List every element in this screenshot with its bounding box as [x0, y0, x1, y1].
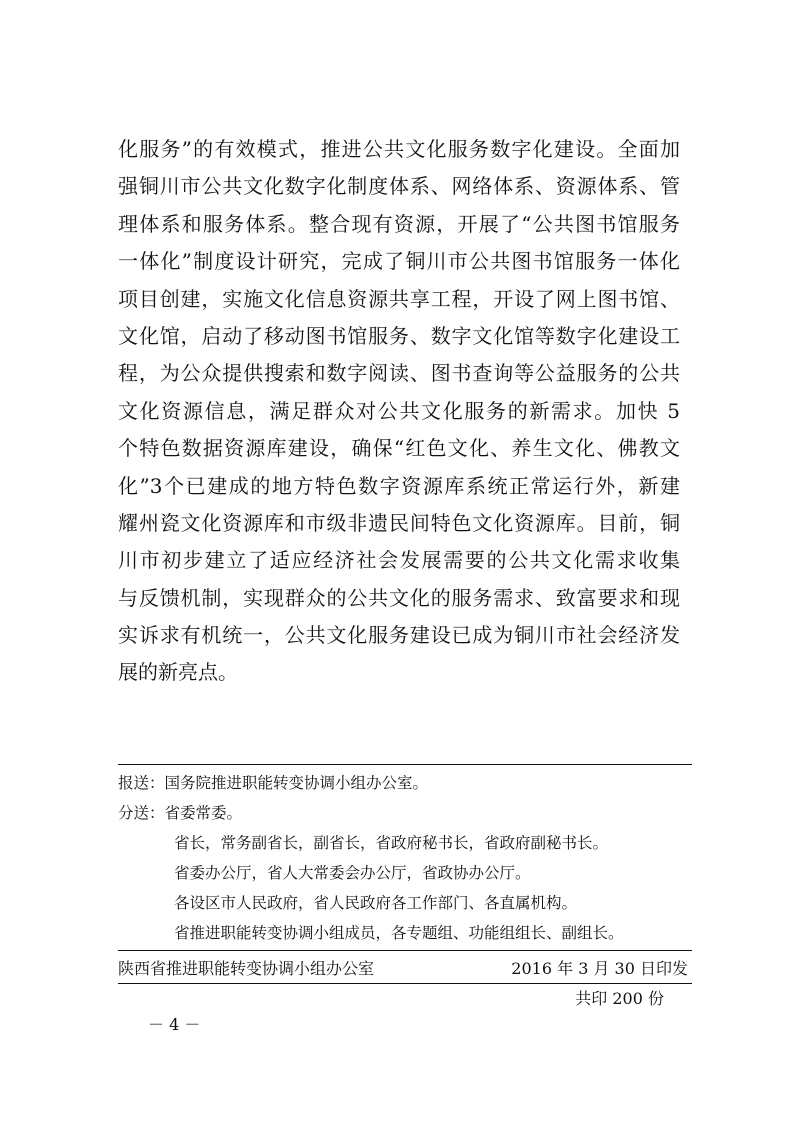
body-line: 个特色数据资源库建设，确保“红色文化、养生文化、佛教文: [118, 436, 680, 461]
copy-to: 分送：省委常委。: [118, 804, 243, 822]
issue-info: [118, 956, 688, 979]
body-line: 程，为公众提供搜索和数字阅读、图书查询等公益服务的公共: [118, 361, 680, 386]
divider-top: [118, 764, 692, 765]
body-line: 强铜川市公共文化数字化制度体系、网络体系、资源体系、管: [118, 174, 680, 199]
body-line: 与反馈机制，实现群众的公共文化的服务需求、致富要求和现: [118, 585, 680, 610]
issuer: 陕西省推进职能转变协调小组办公室: [118, 959, 375, 978]
body-paragraph: [118, 131, 680, 692]
body-line: 文化资源信息，满足群众对公共文化服务的新需求。加快 5: [118, 398, 680, 423]
divider-bottom: [118, 983, 692, 984]
body-line: 项目创建，实施文化信息资源共享工程，开设了网上图书馆、: [118, 286, 680, 311]
report-to: 报送：国务院推进职能转变协调小组办公室。: [118, 774, 429, 792]
body-line: 文化馆，启动了移动图书馆服务、数字文化馆等数字化建设工: [118, 323, 680, 348]
recipient-line: 省推进职能转变协调小组成员，各专题组、功能组组长、副组长。: [174, 924, 624, 942]
distribution-block: [118, 768, 694, 948]
body-line: 耀州瓷文化资源库和市级非遗民间特色文化资源库。目前，铜: [118, 510, 680, 535]
body-line: 一体化”制度设计研究，完成了铜川市公共图书馆服务一体化: [118, 249, 680, 274]
issue-date: 2016 年 3 月 30 日印发: [511, 959, 688, 978]
divider-middle: [118, 950, 692, 951]
recipient-line: 省长，常务副省长，副省长，省政府秘书长，省政府副秘书长。: [174, 834, 609, 852]
body-line: 化服务”的有效模式，推进公共文化服务数字化建设。全面加: [118, 137, 680, 161]
print-copies: 共印 200 份: [575, 989, 664, 1008]
body-line: 展的新亮点。: [118, 660, 238, 685]
body-line: 理体系和服务体系。整合现有资源，开展了“公共图书馆服务: [118, 211, 680, 236]
body-line: 化”3个已建成的地方特色数字资源库系统正常运行外，新建: [118, 473, 680, 498]
body-line: 实诉求有机统一，公共文化服务建设已成为铜川市社会经济发: [118, 623, 680, 648]
body-line: 川市初步建立了适应经济社会发展需要的公共文化需求收集: [118, 548, 680, 573]
page-number: － 4 －: [148, 1015, 201, 1034]
recipient-line: 省委办公厅，省人大常委会办公厅，省政协办公厅。: [174, 864, 531, 882]
recipient-line: 各设区市人民政府，省人民政府各工作部门、各直属机构。: [174, 894, 578, 912]
